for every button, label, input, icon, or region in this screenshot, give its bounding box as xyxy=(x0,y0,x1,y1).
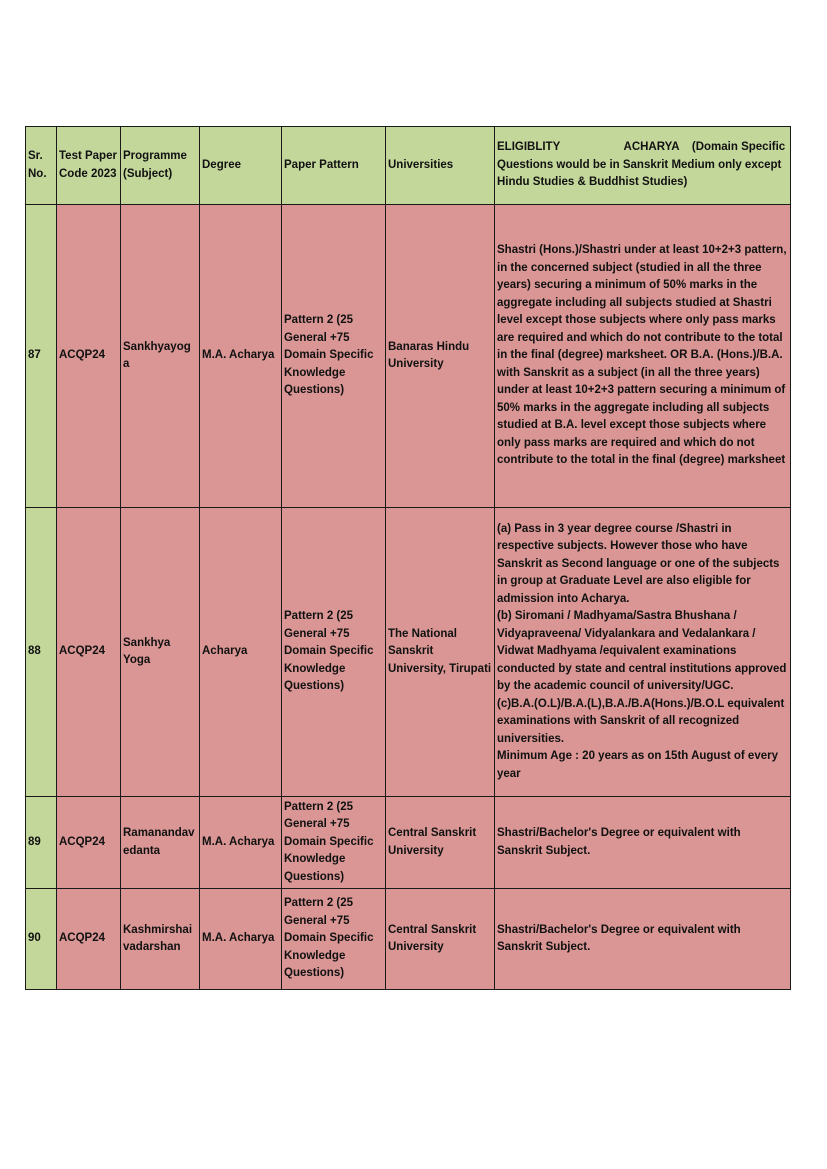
eligibility-cell: Shastri/Bachelor's Degree or equivalent with Sanskrit Subject. xyxy=(495,797,791,889)
university-cell: Central Sanskrit University xyxy=(386,889,495,990)
programme-cell: Ramanandavedanta xyxy=(121,797,200,889)
programme-cell: Sankhya Yoga xyxy=(121,508,200,797)
code-cell: ACQP24 xyxy=(57,508,121,797)
header-paper-pattern: Paper Pattern xyxy=(282,127,386,205)
code-cell: ACQP24 xyxy=(57,797,121,889)
table-row xyxy=(26,889,791,990)
degree-cell: Acharya xyxy=(200,508,282,797)
programme-cell: Kashmirshaivadarshan xyxy=(121,889,200,990)
sr-no-cell: 88 xyxy=(26,508,57,797)
eligibility-cell: (a) Pass in 3 year degree course /Shastri in respective subjects. However those who have Sanskrit as Second language or one of the subjects in group at Graduate Level are also eligible for admission into Acharya. (b) Siromani / Madhyama/Sastra Bhushana / Vidyapraveena/ Vidyalankara and Vedalankara / Vidwat Madhyama /equivalent examinations conducted by state and central institutions approved by the academic council of university/UGC. (c)B.A.(O.L)/B.A.(L),B.A./B.A(Hons.)/B.O.L equivalent examinations with Sanskrit of all recognized universities. Minimum Age : 20 years as on 15th August of every year xyxy=(495,508,791,797)
table-row xyxy=(26,508,791,797)
pattern-cell: Pattern 2 (25 General +75 Domain Specific Knowledge Questions) xyxy=(282,889,386,990)
pattern-cell: Pattern 2 (25 General +75 Domain Specific Knowledge Questions) xyxy=(282,508,386,797)
programme-cell: Sankhyayoga xyxy=(121,205,200,508)
table-row xyxy=(26,205,791,508)
sr-no-cell: 87 xyxy=(26,205,57,508)
header-programme: Programme (Subject) xyxy=(121,127,200,205)
eligibility-cell: Shastri/Bachelor's Degree or equivalent with Sanskrit Subject. xyxy=(495,889,791,990)
header-sr-no: Sr. No. xyxy=(26,127,57,205)
header-test-paper-code: Test Paper Code 2023 xyxy=(57,127,121,205)
header-degree: Degree xyxy=(200,127,282,205)
code-cell: ACQP24 xyxy=(57,889,121,990)
pattern-cell: Pattern 2 (25 General +75 Domain Specific Knowledge Questions) xyxy=(282,205,386,508)
university-cell: The National Sanskrit University, Tirupati xyxy=(386,508,495,797)
eligibility-table xyxy=(25,126,791,990)
degree-cell: M.A. Acharya xyxy=(200,797,282,889)
degree-cell: M.A. Acharya xyxy=(200,205,282,508)
university-cell: Central Sanskrit University xyxy=(386,797,495,889)
header-universities: Universities xyxy=(386,127,495,205)
sr-no-cell: 90 xyxy=(26,889,57,990)
header-eligibility: ELIGIBLITY ACHARYA (Domain Specific Questions would be in Sanskrit Medium only except Hindu Studies & Buddhist Studies) xyxy=(495,127,791,205)
pattern-cell: Pattern 2 (25 General +75 Domain Specific Knowledge Questions) xyxy=(282,797,386,889)
header-row xyxy=(26,127,791,205)
code-cell: ACQP24 xyxy=(57,205,121,508)
university-cell: Banaras Hindu University xyxy=(386,205,495,508)
degree-cell: M.A. Acharya xyxy=(200,889,282,990)
table-row xyxy=(26,797,791,889)
eligibility-cell: Shastri (Hons.)/Shastri under at least 10+2+3 pattern, in the concerned subject (studied in all the three years) securing a minimum of 50% marks in the aggregate including all subjects studied at Shastri level except those subjects where only pass marks are required and which do not contribute to the total in the final (degree) marksheet. OR B.A. (Hons.)/B.A. with Sanskrit as a subject (in all the three years) under at least 10+2+3 pattern securing a minimum of 50% marks in the aggregate including all subjects studied at B.A. level except those subjects where only pass marks are required and which do not contribute to the total in the final (degree) marksheet xyxy=(495,205,791,508)
sr-no-cell: 89 xyxy=(26,797,57,889)
